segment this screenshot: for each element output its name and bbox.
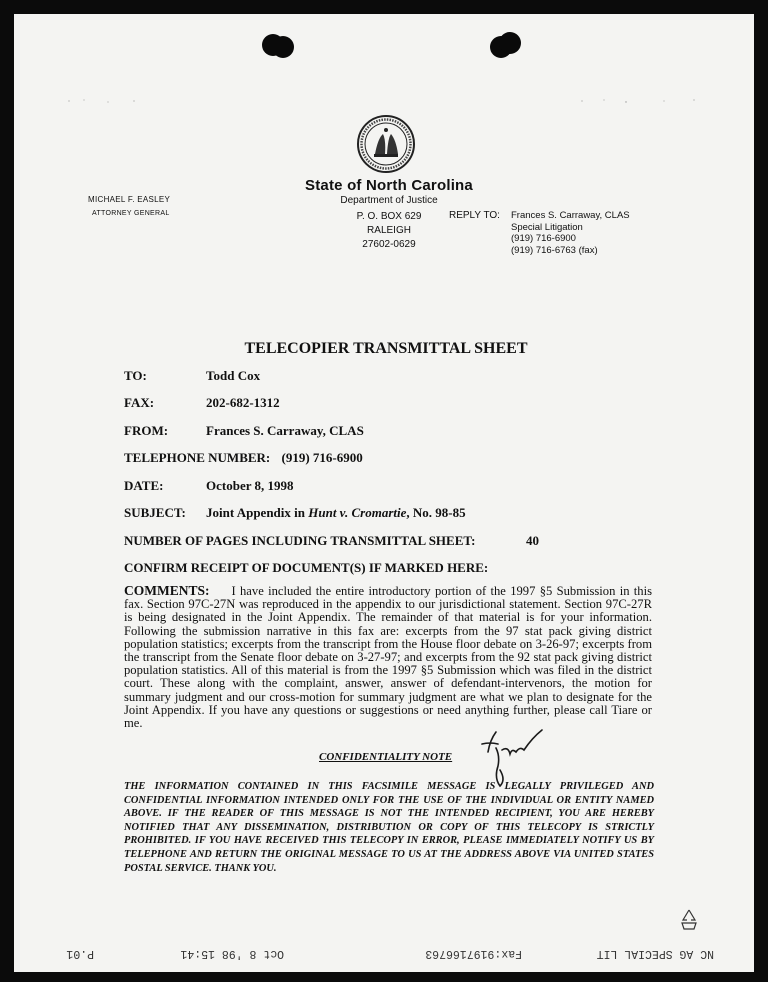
subject-value xyxy=(206,505,466,521)
comments-block xyxy=(124,584,652,730)
fax-page: P.01 xyxy=(66,947,94,960)
punch-hole-right-overlap xyxy=(499,32,521,54)
fax-value: 202-682-1312 xyxy=(206,395,280,410)
pages-value: 40 xyxy=(526,533,539,548)
punch-hole-left-overlap xyxy=(272,36,294,58)
date-label: DATE: xyxy=(124,478,164,493)
reply-line: Frances S. Carraway, CLAS xyxy=(511,210,630,221)
telephone-row xyxy=(124,450,363,466)
date-value: October 8, 1998 xyxy=(206,478,294,493)
state-seal-icon xyxy=(356,114,416,174)
attorney-general-name: MICHAEL F. EASLEY xyxy=(88,195,171,204)
address-line: P. O. BOX 629 xyxy=(356,211,422,222)
document-page xyxy=(14,14,754,972)
to-value: Todd Cox xyxy=(206,368,261,383)
fax-number: Fax:9197166763 xyxy=(425,947,522,960)
fax-label: FAX: xyxy=(124,395,155,410)
fax-transmission-footer xyxy=(14,944,754,960)
fax-timestamp: Oct 8 '98 15:41 xyxy=(180,947,284,960)
subject-label: SUBJECT: xyxy=(124,505,186,520)
telephone-label: TELEPHONE NUMBER: xyxy=(124,450,271,465)
comments-label: COMMENTS: xyxy=(124,583,210,598)
to-label: TO: xyxy=(124,368,147,383)
address-line: RALEIGH xyxy=(367,225,411,236)
confidentiality-heading: CONFIDENTIALITY NOTE xyxy=(319,751,453,763)
reply-to-label: REPLY TO: xyxy=(449,210,500,221)
address-line: 27602-0629 xyxy=(362,239,416,250)
from-value: Frances S. Carraway, CLAS xyxy=(206,423,364,438)
reply-line: (919) 716-6900 xyxy=(511,233,576,244)
fax-sender: NC AG SPECIAL LIT xyxy=(596,947,714,960)
sheet-title: TELECOPIER TRANSMITTAL SHEET xyxy=(244,340,528,357)
reply-to-contact xyxy=(511,210,630,256)
pages-label: NUMBER OF PAGES INCLUDING TRANSMITTAL SHEET: xyxy=(124,533,476,548)
mailing-address xyxy=(339,210,439,252)
scan-noise-right xyxy=(574,98,724,104)
from-label: FROM: xyxy=(124,423,169,438)
subject-case-name: Hunt v. Cromartie xyxy=(308,505,407,520)
scan-noise-left xyxy=(64,98,154,104)
comments-text: I have included the entire introductory portion of the 1997 §5 Submission in this fax. Section 97C-27N was reproduced in the appendix to our jurisdictional statement. Section 97C-27R is being designated in the Joint Appendix. The remainder of that material is for your information. Following the submission narrative in this fax are: excerpts from the 97 stat pack giving district population statistics; excerpts from the transcript from the House floor debate on 3-26-97; excerpts from the transcript from the Senate floor debate on 3-27-97; and excerpts from the 92 stat pack giving district population statistics. All of this material is from the 1997 §5 Submission which was filed in the district court. These along with the complaint, answer, answer of defendant-intervenors, the motion for summary judgment and our cross-motion for summary judgment are what we plan to designate for the Joint Appendix. If you have any questions or suggestions or need anything further, please call Tiare or me. xyxy=(124,584,652,731)
attorney-general-title: ATTORNEY GENERAL xyxy=(92,210,170,217)
confirm-receipt-label: CONFIRM RECEIPT OF DOCUMENT(S) IF MARKED HERE: xyxy=(124,560,489,575)
subject-text: Joint Appendix in xyxy=(206,505,309,520)
confidentiality-text: THE INFORMATION CONTAINED IN THIS FACSIMILE MESSAGE IS LEGALLY PRIVILEGED AND CONFIDENTIAL INFORMATION INTENDED ONLY FOR THE USE OF THE INDIVIDUAL OR ENTITY NAMED ABOVE. IF THE READER OF THIS MESSAGE IS NOT THE INTENDED RECIPIENT, YOU ARE HEREBY NOTIFIED THAT ANY DISSEMINATION, DISTRIBUTION OR COPY OF THIS TELECOPY IS STRICTLY PROHIBITED. IF YOU HAVE RECEIVED THIS TELECOPY IN ERROR, PLEASE IMMEDIATELY NOTIFY US BY TELEPHONE AND RETURN THE ORIGINAL MESSAGE TO US AT THE ADDRESS ABOVE VIA UNITED STATES POSTAL SERVICE. THANK YOU. xyxy=(124,781,654,874)
recycle-icon xyxy=(676,907,702,933)
reply-line: Special Litigation xyxy=(511,221,583,233)
department-name: Department of Justice xyxy=(340,195,438,206)
reply-line: (919) 716-6763 (fax) xyxy=(511,244,598,256)
subject-docket: , No. 98-85 xyxy=(406,505,466,520)
state-name: State of North Carolina xyxy=(305,177,473,194)
telephone-value: (919) 716-6900 xyxy=(281,450,363,465)
